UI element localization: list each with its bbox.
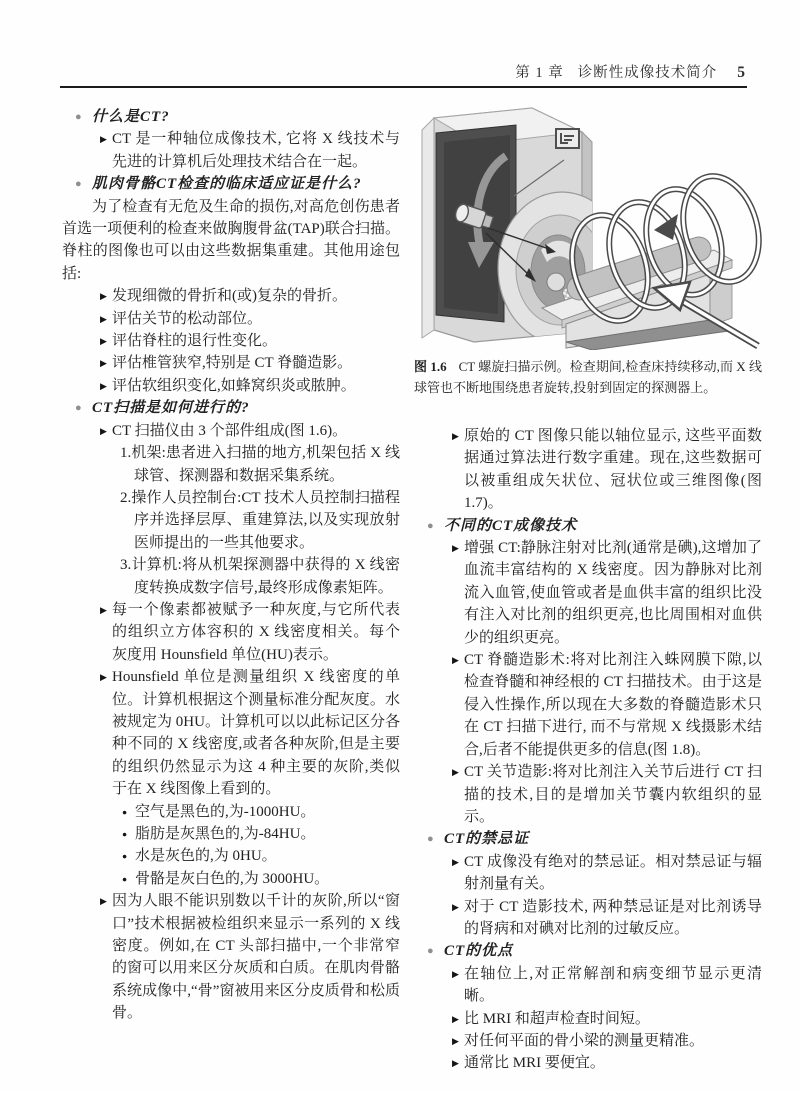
triangle-bullet-icon: ▶: [100, 313, 107, 324]
bullet-item: [62, 285, 400, 307]
right-column-text: [414, 425, 762, 1075]
bullet-item: [62, 420, 400, 442]
triangle-bullet-icon: ▶: [452, 767, 459, 778]
text-line: 原始的 CT 图像只能以轴位显示, 这些平面数据通过算法进行数字重建。现在,这些数据可以被重组成矢状位、冠状位或三维图像(图 1.7)。: [464, 428, 762, 512]
figure-caption-text: CT 螺旋扫描示例。检查期间,检查床持续移动,而 X 线球管也不断地围绕患者旋转,投射到固定的探测器上。: [414, 359, 762, 395]
running-head-title: 诊断性成像技术简介: [577, 65, 718, 81]
text-line: 对于 CT 造影技术, 两种禁忌证是对比剂诱导的肾病和对碘对比剂的过敏反应。: [464, 898, 762, 937]
text-line: CT的禁忌证: [444, 831, 530, 848]
triangle-bullet-icon: ▶: [452, 431, 459, 441]
numbered-item: [62, 442, 400, 487]
gantry-left-edge: [422, 118, 434, 338]
sub-bullet-item: [62, 868, 400, 890]
sub-bullet-item: [62, 801, 400, 823]
triangle-bullet-icon: ▶: [452, 543, 459, 554]
triangle-bullet-icon: ▶: [100, 336, 107, 347]
text-line: 评估关节的松动部位。: [112, 310, 263, 327]
dot-bullet-icon: ●: [122, 851, 128, 862]
running-head: [60, 61, 745, 82]
text-line: CT 关节造影:将对比剂注入关节后进行 CT 扫描的技术,目的是增加关节囊内软组织的显示。: [464, 764, 762, 825]
triangle-bullet-icon: ▶: [452, 1035, 459, 1046]
bullet-item: [62, 666, 400, 800]
text-line: CT扫描是如何进行的?: [92, 400, 250, 417]
text-line: 评估椎管狭窄,特别是 CT 脊髓造影。: [112, 355, 353, 372]
text-line: CT 是一种轴位成像技术, 它将 X 线技术与先进的计算机后处理技术结合在一起。: [112, 131, 400, 170]
section-bullet-icon: ●: [75, 402, 82, 415]
section-bullet-icon: ●: [427, 945, 434, 958]
right-column: [414, 100, 762, 1075]
bullet-item: [414, 963, 762, 1008]
bullet-item: [62, 128, 400, 173]
text-line: CT 扫描仪由 3 个部件组成(图 1.6)。: [112, 422, 348, 439]
dot-bullet-icon: ●: [122, 829, 128, 839]
bullet-item: [62, 599, 400, 666]
dot-bullet-icon: ●: [122, 806, 128, 817]
text-line: 肌肉骨骼CT检查的临床适应证是什么?: [92, 176, 362, 193]
bullet-item: [62, 308, 400, 330]
text-line: 为了检查有无危及生命的损伤,对高危创伤患者首选一项便利的检查来做胸腹骨盆(TAP)联合扫描。脊柱的图像也可以由这些数据集重建。其他用途包括:: [62, 198, 400, 282]
header-rule: [60, 86, 747, 88]
numbered-item: [62, 554, 400, 599]
text-line: CT 成像没有绝对的禁忌证。相对禁忌证与辐射剂量有关。: [464, 853, 762, 893]
patient-head: [547, 273, 565, 291]
sub-bullet-item: [62, 823, 400, 845]
triangle-bullet-icon: ▶: [100, 291, 107, 302]
text-line: 空气是黑色的,为-1000HU。: [135, 803, 316, 820]
dot-bullet-icon: ●: [122, 873, 128, 884]
section-heading: [414, 515, 762, 537]
triangle-bullet-icon: ▶: [100, 425, 107, 436]
text-line: 水是灰色的,为 0HU。: [135, 848, 277, 865]
bullet-item: [414, 896, 762, 941]
ct-scanner-illustration: [414, 100, 762, 350]
triangle-bullet-icon: ▶: [452, 968, 459, 979]
bullet-item: [414, 1008, 762, 1030]
bullet-item: [414, 761, 762, 828]
text-line: 因为人眼不能识别数以千计的灰阶,所以“窗口”技术根据被检组织来显示一系列的 X 线密度。例如,在 CT 头部扫描中,一个非常窄的窗可以用来区分灰质和白质。在肌肉骨骼系统成像中,“骨”窗被用来区分皮质骨和松质骨。: [112, 893, 400, 1022]
text-line: 在轴位上,对正常解剖和病变细节显示更清晰。: [464, 965, 762, 1005]
triangle-bullet-icon: ▶: [100, 358, 107, 369]
text-line: 1.机架:患者进入扫描的地方,机架包括 X 线球管、探测器和数据采集系统。: [120, 445, 400, 484]
text-line: 每一个像素都被赋予一种灰度,与它所代表的组织立方体容积的 X 线密度相关。每个灰度用 Hounsfield 单位(HU)表示。: [112, 601, 400, 663]
text-line: 骨骼是灰白色的,为 3000HU。: [135, 870, 330, 887]
figure-label: 图 1.6: [414, 359, 447, 374]
triangle-bullet-icon: ▶: [100, 672, 107, 683]
section-heading: [62, 106, 400, 128]
manufacturer-logo-icon: [556, 129, 579, 148]
page-number: 5: [737, 64, 745, 81]
triangle-bullet-icon: ▶: [452, 655, 459, 666]
text-line: 对任何平面的骨小梁的测量更精准。: [464, 1032, 705, 1049]
figure-caption: [414, 357, 762, 398]
left-column: [62, 106, 400, 1025]
text-line: 通常比 MRI 要便宜。: [464, 1055, 605, 1072]
text-line: 评估脊柱的退行性变化。: [112, 333, 278, 350]
sub-bullet-item: [62, 845, 400, 867]
text-line: Hounsfield 单位是测量组织 X 线密度的单位。计算机根据这个测量标准分配灰度。水被规定为 0HU。计算机可以以此标记区分各种不同的 X 线密度,或者各种灰阶,但是主要的组织仍然显示为这 4 种主要的灰阶,类似于在 X 线图像上看到的。: [112, 669, 400, 798]
section-bullet-icon: ●: [427, 519, 434, 532]
text-line: 增强 CT:静脉注射对比剂(通常是碘),这增加了血流丰富结构的 X 线密度。因为静脉对比剂流入血管,使血管或者是血供丰富的组织比没有注入对比剂的组织更亮,也比周围相对血供少的组织更亮。: [464, 540, 762, 646]
text-line: 2.操作人员控制台:CT 技术人员控制扫描程序并选择层厚、重建算法,以及实现放射医师提出的一些其他要求。: [120, 489, 400, 551]
text-line: CT 脊髓造影术:将对比剂注入蛛网膜下隙,以检查脊髓和神经根的 CT 扫描技术。由于这是侵入性操作,所以现在大多数的脊髓造影术只在 CT 扫描下进行, 而不与常规 X 线摄影术结合,后者不能提供更多的信息(图 1.8)。: [464, 652, 762, 758]
section-heading: [414, 828, 762, 850]
bullet-item: [414, 425, 762, 515]
paragraph: [62, 196, 400, 286]
section-heading: [62, 173, 400, 195]
triangle-bullet-icon: ▶: [452, 856, 459, 867]
text-line: 什么是CT?: [92, 109, 170, 125]
triangle-bullet-icon: ▶: [100, 604, 107, 615]
bullet-item: [414, 1052, 762, 1074]
text-line: 评估软组织变化,如蜂窝织炎或脓肿。: [112, 377, 356, 394]
section-bullet-icon: ●: [75, 178, 82, 191]
bullet-item: [414, 851, 762, 896]
bullet-item: [62, 352, 400, 374]
numbered-item: [62, 487, 400, 554]
text-line: 比 MRI 和超声检查时间短。: [464, 1010, 650, 1027]
figure-1-6: [414, 100, 762, 398]
text-line: 发现细微的骨折和(或)复杂的骨折。: [112, 288, 347, 305]
text-line: 脂肪是灰黑色的,为-84HU。: [135, 826, 316, 842]
triangle-bullet-icon: ▶: [452, 1058, 459, 1069]
running-head-chapter: 第 1 章: [515, 65, 564, 81]
bullet-item: [414, 1030, 762, 1052]
bullet-item: [62, 890, 400, 1024]
bullet-item: [414, 537, 762, 649]
section-heading: [62, 397, 400, 419]
text-line: 不同的CT成像技术: [444, 517, 578, 534]
triangle-bullet-icon: ▶: [452, 901, 459, 912]
bullet-item: [414, 649, 762, 761]
bullet-item: [62, 375, 400, 397]
text-line: 3.计算机:将从机架探测器中获得的 X 线密度转换成数字信号,最终形成像素矩阵。: [120, 557, 400, 596]
triangle-bullet-icon: ▶: [100, 380, 107, 391]
section-bullet-icon: ●: [75, 111, 82, 123]
bullet-item: [62, 330, 400, 352]
section-bullet-icon: ●: [427, 833, 434, 846]
triangle-bullet-icon: ▶: [452, 1013, 459, 1024]
section-heading: [414, 940, 762, 962]
text-line: CT的优点: [444, 943, 514, 960]
triangle-bullet-icon: ▶: [100, 134, 107, 145]
triangle-bullet-icon: ▶: [100, 896, 107, 907]
